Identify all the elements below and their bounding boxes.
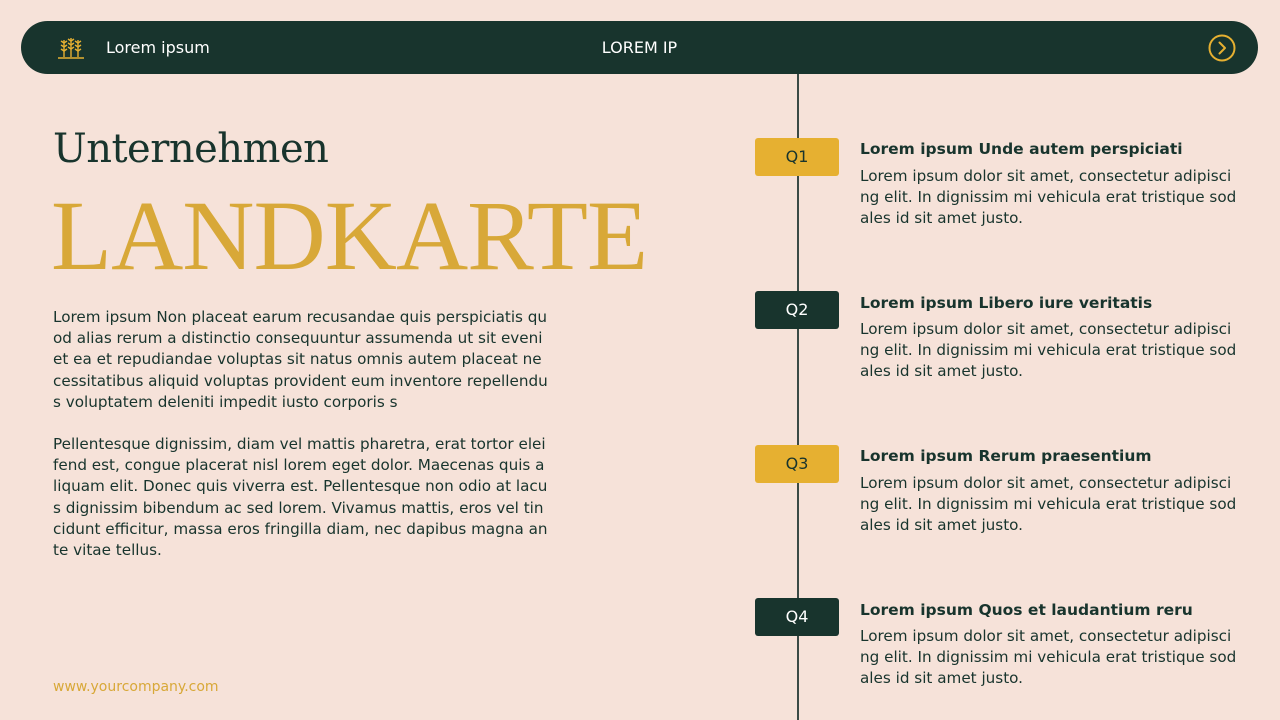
intro-paragraph: Lorem ipsum Non placeat earum recusandae quis perspiciatis quod alias rerum a distinctio consequuntur assumenda ut sit eveniet ea et repudiandae voluptas sit natus omnis autem placeat necessitatibus aliquid voluptas provident eum inventore repellendus voluptatem deleniti impedit iusto corporis s xyxy=(53,308,548,411)
timeline-item-text: Lorem ipsum dolor sit amet, consectetur adipiscing elit. In dignissim mi vehicula erat tristique sodales id sit amet justo. xyxy=(860,627,1237,688)
timeline-badge-q4: Q4 xyxy=(755,598,839,636)
brand-name: Lorem ipsum xyxy=(106,38,210,57)
page-title: LANDKARTE xyxy=(51,180,648,291)
company-website-link[interactable]: www.yourcompany.com xyxy=(53,679,219,695)
chevron-right-circle-icon[interactable] xyxy=(1208,34,1236,62)
body-paragraph: Pellentesque dignissim, diam vel mattis pharetra, erat tortor eleifend est, congue placerat nisl lorem eget dolor. Maecenas quis aliquam elit. Donec quis viverra est. Pellentesque non odio at lacus dignissim bibendum ac sed lorem. Vivamus mattis, eros vel tincidunt efficitur, massa eros fringilla diam, nec dapibus magna ante vitae tellus. xyxy=(53,435,548,560)
timeline-item-title: Lorem ipsum Quos et laudantium reru xyxy=(860,601,1193,619)
timeline-badge-q1: Q1 xyxy=(755,138,839,176)
timeline-item-title: Lorem ipsum Rerum praesentium xyxy=(860,447,1152,465)
timeline-item-title: Lorem ipsum Unde autem perspiciati xyxy=(860,140,1183,158)
top-bar xyxy=(21,21,1258,74)
timeline-badge-q2: Q2 xyxy=(755,291,839,329)
timeline-item-text: Lorem ipsum dolor sit amet, consectetur adipiscing elit. In dignissim mi vehicula erat tristique sodales id sit amet justo. xyxy=(860,167,1237,228)
timeline-item-text: Lorem ipsum dolor sit amet, consectetur adipiscing elit. In dignissim mi vehicula erat tristique sodales id sit amet justo. xyxy=(860,474,1237,535)
timeline-badge-q3: Q3 xyxy=(755,445,839,483)
timeline-item-title: Lorem ipsum Libero iure veritatis xyxy=(860,294,1153,312)
timeline-item-text: Lorem ipsum dolor sit amet, consectetur adipiscing elit. In dignissim mi vehicula erat tristique sodales id sit amet justo. xyxy=(860,320,1237,381)
header-title: LOREM IP xyxy=(601,38,678,57)
page-subtitle: Unternehmen xyxy=(53,126,329,172)
